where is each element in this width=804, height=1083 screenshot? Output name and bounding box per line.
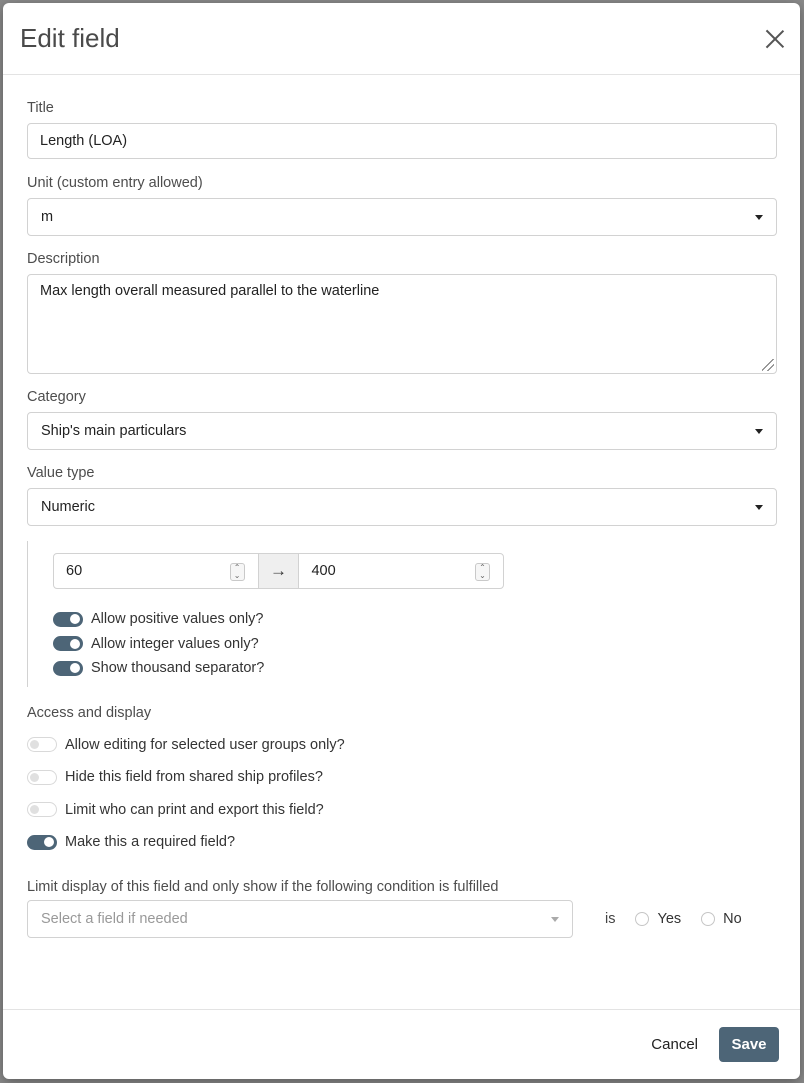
max-value: 400: [311, 563, 336, 579]
unit-select[interactable]: [27, 198, 777, 236]
condition-row: [27, 900, 776, 938]
hide-shared-label: Hide this field from shared ship profiles?: [65, 769, 323, 786]
positive-only-switch[interactable]: [53, 612, 83, 627]
description-value: Max length overall measured parallel to the waterline: [40, 283, 380, 299]
positive-only-label: Allow positive values only?: [91, 611, 264, 628]
max-value-input[interactable]: [298, 553, 504, 589]
yes-radio[interactable]: [635, 911, 681, 927]
edit-groups-toggle-row: [27, 729, 776, 762]
edit-field-modal: [3, 3, 800, 1079]
title-input[interactable]: [27, 123, 777, 159]
edit-groups-label: Allow editing for selected user groups only?: [65, 736, 345, 753]
value-type-group: [27, 465, 776, 526]
value-type-label: Value type: [27, 465, 95, 481]
category-group: [27, 389, 776, 450]
unit-value: m: [41, 209, 54, 225]
limit-print-toggle-row: [27, 794, 776, 827]
modal-title: Edit field: [20, 23, 120, 53]
caret-down-icon: [755, 215, 763, 220]
required-label: Make this a required field?: [65, 834, 236, 851]
hide-shared-toggle-row: [27, 761, 776, 794]
category-value: Ship's main particulars: [41, 423, 187, 439]
thousand-separator-switch[interactable]: [53, 661, 83, 676]
condition-field-select[interactable]: [27, 900, 573, 938]
min-value-input[interactable]: [53, 553, 259, 589]
modal-header: [3, 3, 800, 75]
positive-only-toggle-row: [53, 607, 776, 632]
caret-down-icon: [755, 429, 763, 434]
title-group: [27, 100, 776, 159]
radio-circle-icon[interactable]: [701, 912, 715, 926]
value-type-select[interactable]: [27, 488, 777, 526]
required-switch[interactable]: [27, 835, 57, 850]
limit-print-switch[interactable]: [27, 802, 57, 817]
limit-print-label: Limit who can print and export this field?: [65, 801, 324, 818]
required-toggle-row: [27, 826, 776, 859]
caret-down-icon: [551, 917, 559, 922]
save-button[interactable]: Save: [719, 1027, 779, 1062]
category-select[interactable]: [27, 412, 777, 450]
range-inputs: [53, 553, 504, 589]
thousand-separator-label: Show thousand separator?: [91, 660, 265, 677]
unit-label: Unit (custom entry allowed): [27, 175, 203, 191]
integer-only-switch[interactable]: [53, 636, 83, 651]
description-label: Description: [27, 251, 100, 267]
edit-groups-switch[interactable]: [27, 737, 57, 752]
integer-only-label: Allow integer values only?: [91, 635, 259, 652]
spinner-icon[interactable]: ⌃ ⌄: [230, 563, 245, 581]
category-label: Category: [27, 389, 86, 405]
range-arrow-icon: →: [259, 553, 299, 589]
thousand-separator-toggle-row: [53, 656, 776, 681]
spinner-icon[interactable]: ⌃ ⌄: [475, 563, 490, 581]
value-type-value: Numeric: [41, 499, 95, 515]
title-label: Title: [27, 100, 54, 116]
description-group: [27, 251, 776, 374]
condition-placeholder: Select a field if needed: [41, 910, 188, 927]
no-label: No: [723, 910, 742, 927]
modal-body: [3, 75, 800, 938]
resize-grip-icon[interactable]: [762, 359, 774, 371]
cancel-button[interactable]: Cancel: [651, 1036, 698, 1053]
integer-only-toggle-row: [53, 632, 776, 657]
min-value: 60: [66, 563, 83, 579]
hide-shared-switch[interactable]: [27, 770, 57, 785]
caret-down-icon: [755, 505, 763, 510]
yes-label: Yes: [657, 910, 682, 927]
numeric-options: [27, 541, 776, 687]
title-value: Length (LOA): [40, 133, 128, 149]
description-textarea[interactable]: [27, 274, 777, 374]
access-title: Access and display: [27, 704, 152, 721]
condition-label: Limit display of this field and only show if the following condition is fulfilled: [27, 878, 499, 895]
radio-circle-icon[interactable]: [635, 912, 649, 926]
modal-footer: [3, 1009, 800, 1079]
unit-group: [27, 175, 776, 236]
close-icon[interactable]: [764, 28, 786, 50]
is-label: is: [605, 910, 616, 927]
no-radio[interactable]: [701, 911, 742, 927]
